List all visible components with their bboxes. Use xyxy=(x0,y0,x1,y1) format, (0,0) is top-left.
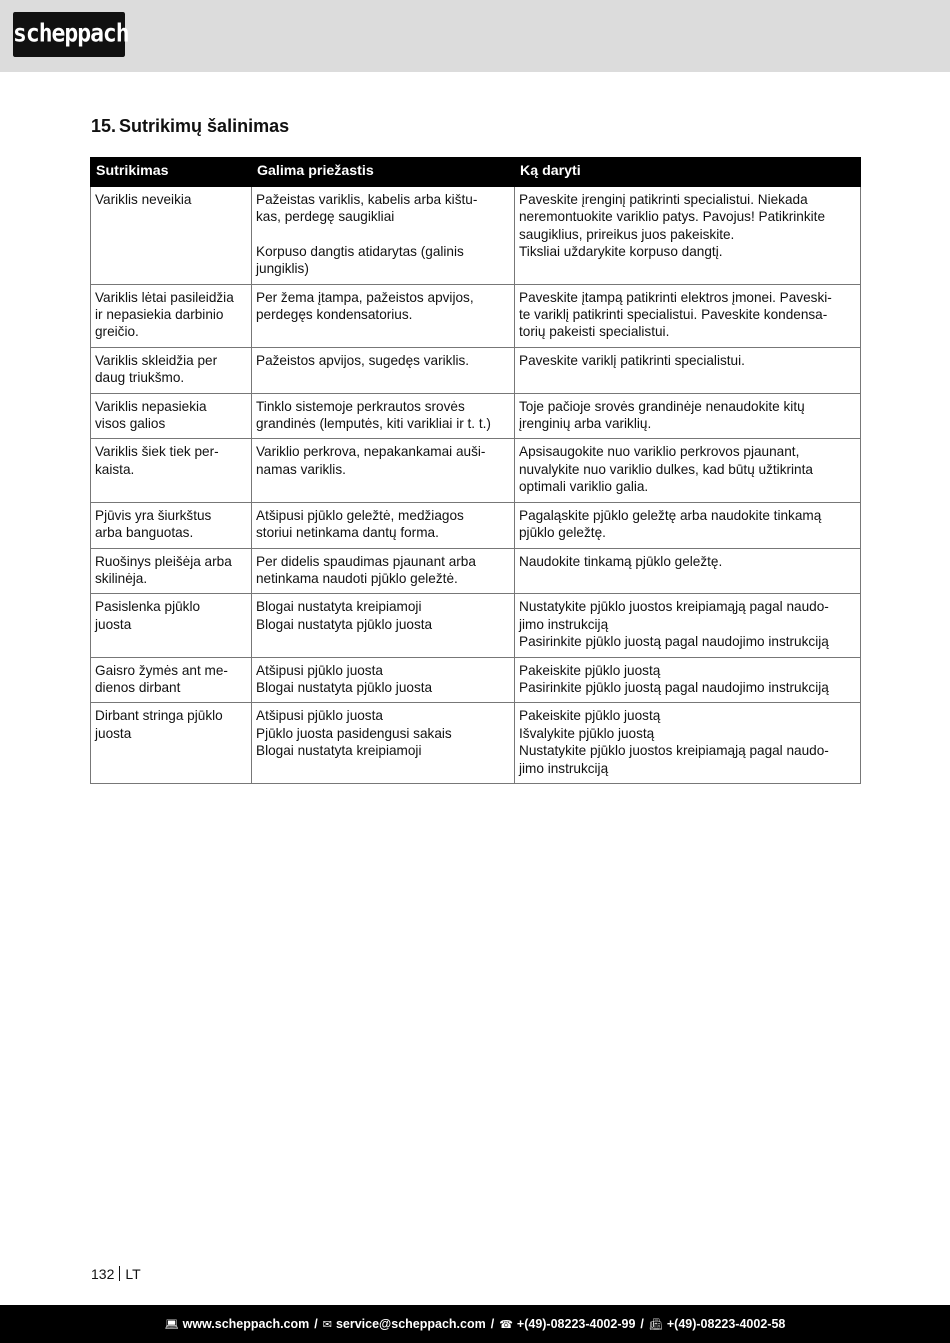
troubleshooting-table xyxy=(90,157,861,784)
table-cell-fault xyxy=(91,594,252,657)
table-row xyxy=(91,393,861,439)
footer-bar xyxy=(0,1305,950,1343)
page-number-divider xyxy=(119,1266,120,1281)
table-cell-fault xyxy=(91,187,252,285)
table-cell-cause xyxy=(252,657,515,703)
cell-text-line: Blogai nustatyta pjūklo juosta xyxy=(256,616,433,632)
cell-text-line: visos galios xyxy=(95,416,166,432)
section-number: 15. xyxy=(91,116,117,136)
phone-icon: ☎︎ xyxy=(499,1318,513,1331)
cell-text-line: Pakeiskite pjūklo juostą xyxy=(519,662,661,678)
table-cell-fault xyxy=(91,393,252,439)
cell-text-line: kaista. xyxy=(95,461,135,477)
cell-text-line: Pagaląskite pjūklo geležtę arba naudokite tinkamą xyxy=(519,507,822,523)
cell-text-line: Nustatykite pjūklo juostos kreipiamąją pagal naudo- xyxy=(519,599,829,615)
header-action: Ką daryti xyxy=(515,158,861,187)
table-cell-action xyxy=(515,703,861,784)
table-cell-cause xyxy=(252,703,515,784)
cell-text-line: perdegęs kondensatorius. xyxy=(256,307,413,323)
cell-text-line: namas variklis. xyxy=(256,461,346,477)
cell-text-line: Gaisro žymės ant me- xyxy=(95,662,228,678)
footer-fax[interactable] xyxy=(649,1317,785,1331)
computer-icon: 💻︎ xyxy=(164,1318,179,1331)
cell-text-line: Pakeiskite pjūklo juostą xyxy=(519,708,661,724)
cell-text-line: Blogai nustatyta kreipiamoji xyxy=(256,743,422,759)
table-cell-cause xyxy=(252,502,515,548)
page-number xyxy=(91,1266,141,1282)
cell-text-line: Tinklo sistemoje perkrautos srovės xyxy=(256,398,465,414)
fax-icon: 📠︎ xyxy=(648,1318,663,1331)
cell-text-line: Variklis skleidžia per xyxy=(95,352,218,368)
cell-text-line: juosta xyxy=(95,725,132,741)
cell-text-line: neremontuokite variklio patys. Pavojus! Patikrinkite xyxy=(519,209,825,225)
header-cause: Galima priežastis xyxy=(252,158,515,187)
cell-text-line: ir nepasiekia darbinio xyxy=(95,307,224,323)
table-cell-cause xyxy=(252,347,515,393)
table-cell-action xyxy=(515,657,861,703)
table-cell-action xyxy=(515,347,861,393)
table-row xyxy=(91,347,861,393)
footer-email[interactable] xyxy=(323,1317,486,1331)
cell-text-line: pjūklo geležtę. xyxy=(519,525,606,541)
footer-website-text: www.scheppach.com xyxy=(182,1317,310,1331)
cell-text-line: Išvalykite pjūklo juostą xyxy=(519,725,655,741)
cell-text-line: įrenginių arba variklių. xyxy=(519,416,652,432)
table-body xyxy=(91,187,861,784)
cell-text-line: te variklį patikrinti specialistui. Paveskite kondensa- xyxy=(519,307,828,323)
cell-text-line: arba banguotas. xyxy=(95,525,194,541)
cell-text-line: Variklis šiek tiek per- xyxy=(95,444,219,460)
cell-text-line: Naudokite tinkamą pjūklo geležtę. xyxy=(519,553,723,569)
cell-text-line: netinkama naudoti pjūklo geležtė. xyxy=(256,570,458,586)
table-cell-fault xyxy=(91,657,252,703)
cell-text-line: dienos dirbant xyxy=(95,679,181,695)
cell-text-line: Pjūklo juosta pasidengusi sakais xyxy=(256,725,452,741)
footer-separator: / xyxy=(490,1317,495,1331)
cell-text-line: Pažeistos apvijos, sugedęs variklis. xyxy=(256,352,470,368)
cell-text-line: Blogai nustatyta pjūklo juosta xyxy=(256,679,433,695)
table-row xyxy=(91,187,861,285)
header-fault: Sutrikimas xyxy=(91,158,252,187)
cell-text-line: jimo instrukciją xyxy=(519,616,609,632)
table-row xyxy=(91,284,861,347)
cell-text-line: jimo instrukciją xyxy=(519,760,609,776)
table-row xyxy=(91,439,861,502)
table-cell-action xyxy=(515,393,861,439)
section-title xyxy=(91,116,289,137)
cell-text-line: Blogai nustatyta kreipiamoji xyxy=(256,599,422,615)
table-cell-action xyxy=(515,187,861,285)
table-cell-action xyxy=(515,594,861,657)
cell-text-line: Tiksliai uždarykite korpuso dangtį. xyxy=(519,244,723,260)
table-cell-fault xyxy=(91,284,252,347)
cell-text-line: Pasislenka pjūklo xyxy=(95,599,201,615)
table-cell-action xyxy=(515,502,861,548)
cell-text-line: Per žema įtampa, pažeistos apvijos, xyxy=(256,289,474,305)
table-cell-cause xyxy=(252,187,515,285)
cell-text-line: Ruošinys pleišėja arba xyxy=(95,553,232,569)
footer-phone[interactable] xyxy=(499,1317,635,1331)
section-title-text: Sutrikimų šalinimas xyxy=(119,116,290,136)
table-cell-action xyxy=(515,548,861,594)
cell-text-line: Variklis lėtai pasileidžia xyxy=(95,289,234,305)
cell-text-line: Toje pačioje srovės grandinėje nenaudokite kitų xyxy=(519,398,805,414)
cell-text-line: optimali variklio galia. xyxy=(519,479,649,495)
footer-website[interactable] xyxy=(165,1317,310,1331)
cell-text-line: grandinės (lemputės, kiti varikliai ir t. t.) xyxy=(256,416,491,432)
table-cell-cause xyxy=(252,594,515,657)
cell-text-line: Paveskite variklį patikrinti specialistui. xyxy=(519,352,745,368)
footer-separator: / xyxy=(640,1317,644,1331)
cell-text-line: juosta xyxy=(95,616,132,632)
table-cell-cause xyxy=(252,284,515,347)
cell-text-line: Dirbant stringa pjūklo xyxy=(95,708,223,724)
table-cell-fault xyxy=(91,439,252,502)
cell-text-line: Nustatykite pjūklo juostos kreipiamąją pagal naudo- xyxy=(519,743,829,759)
cell-text-line: greičio. xyxy=(95,324,139,340)
cell-text-line: Pasirinkite pjūklo juostą pagal naudojimo instrukciją xyxy=(519,634,829,650)
table-cell-action xyxy=(515,284,861,347)
table-cell-fault xyxy=(91,502,252,548)
cell-text-line: Variklio perkrova, nepakankamai auši- xyxy=(256,444,486,460)
cell-text-line: Pažeistas variklis, kabelis arba kištu- xyxy=(256,192,478,207)
footer-fax-text: +(49)-08223-4002-58 xyxy=(666,1317,786,1331)
table-cell-fault xyxy=(91,703,252,784)
cell-text-line: Variklis neveikia xyxy=(95,192,192,207)
table-cell-fault xyxy=(91,347,252,393)
table-row xyxy=(91,594,861,657)
cell-text-line: Atšipusi pjūklo juosta xyxy=(256,708,383,724)
cell-text-line: storiui netinkama dantų forma. xyxy=(256,525,439,541)
table-cell-cause xyxy=(252,439,515,502)
scheppach-logo: scheppach xyxy=(13,12,125,57)
table-row xyxy=(91,548,861,594)
table-cell-cause xyxy=(252,548,515,594)
cell-text-line: saugiklius, prireikus juos pakeiskite. xyxy=(519,226,735,242)
footer-email-text: service@scheppach.com xyxy=(335,1317,486,1331)
cell-text-line: Variklis nepasiekia xyxy=(95,398,207,414)
cell-text-line: torių pakeisti specialistui. xyxy=(519,324,670,340)
table-cell-fault xyxy=(91,548,252,594)
cell-text-line: Paveskite įrenginį patikrinti specialistui. Niekada xyxy=(519,192,808,207)
page-language: LT xyxy=(125,1266,141,1282)
cell-text-line: Korpuso dangtis atidarytas (galinis xyxy=(256,243,464,259)
footer-separator: / xyxy=(314,1317,318,1331)
table-cell-cause xyxy=(252,393,515,439)
table-row xyxy=(91,502,861,548)
table-cell-action xyxy=(515,439,861,502)
table-row xyxy=(91,703,861,784)
top-header-bar xyxy=(0,0,950,72)
footer-phone-text: +(49)-08223-4002-99 xyxy=(516,1317,636,1331)
cell-text-line: skilinėja. xyxy=(95,570,148,586)
mail-icon: ✉︎ xyxy=(322,1318,332,1331)
cell-text-line: Per didelis spaudimas pjaunant arba xyxy=(256,553,476,569)
table-header-row xyxy=(91,158,861,187)
cell-text-line: jungiklis) xyxy=(256,261,309,277)
cell-text-line: Pasirinkite pjūklo juostą pagal naudojimo instrukciją xyxy=(519,679,829,695)
page-number-value: 132 xyxy=(91,1266,115,1282)
table-row xyxy=(91,657,861,703)
cell-paragraph-gap xyxy=(256,226,509,243)
cell-text-line: Paveskite įtampą patikrinti elektros įmonei. Paveski- xyxy=(519,289,832,305)
cell-text-line: daug triukšmo. xyxy=(95,370,185,386)
cell-text-line: kas, perdegę saugikliai xyxy=(256,209,395,225)
cell-text-line: Apsisaugokite nuo variklio perkrovos pjaunant, xyxy=(519,444,800,460)
cell-text-line: nuvalykite nuo variklio dulkes, kad būtų užtikrinta xyxy=(519,461,813,477)
cell-text-line: Atšipusi pjūklo geležtė, medžiagos xyxy=(256,507,464,523)
cell-text-line: Atšipusi pjūklo juosta xyxy=(256,662,383,678)
cell-text-line: Pjūvis yra šiurkštus xyxy=(95,507,212,523)
